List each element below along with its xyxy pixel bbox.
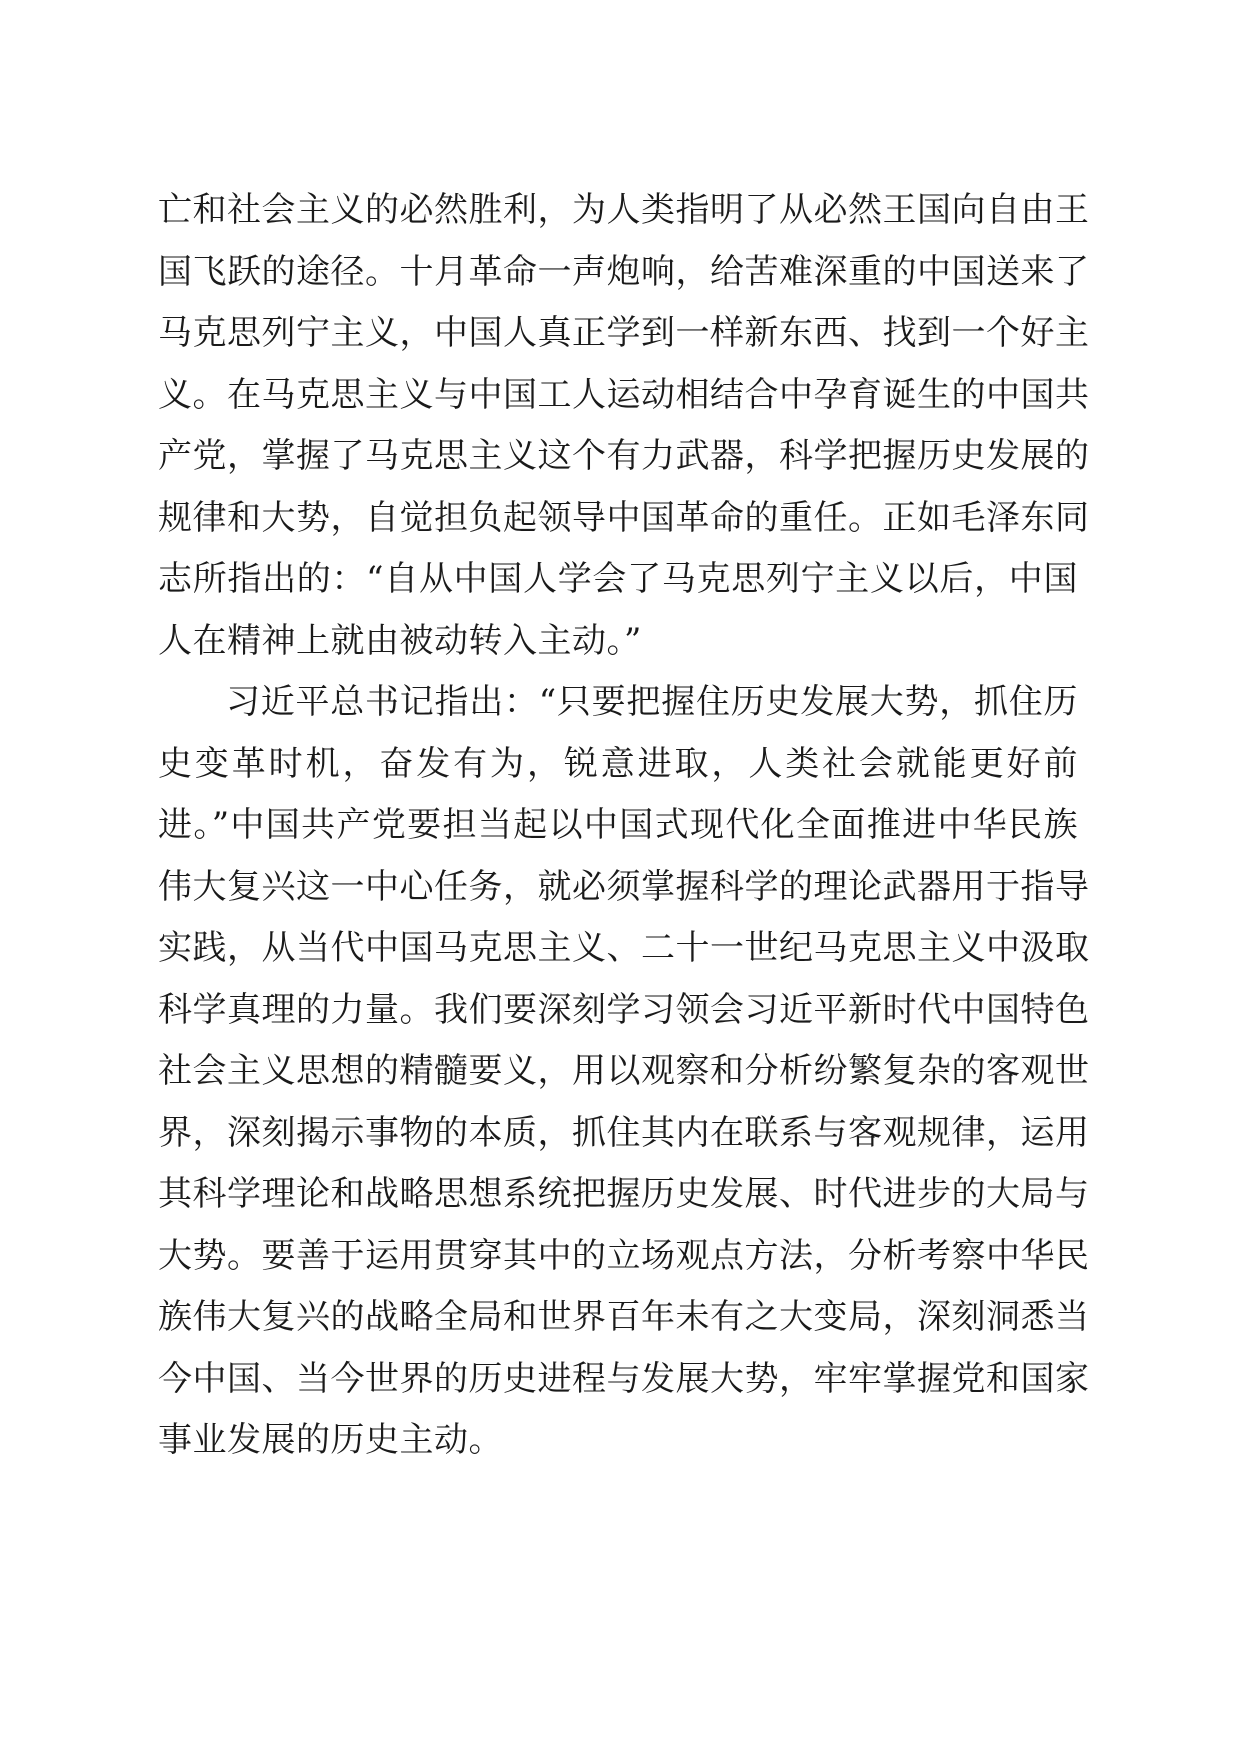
text-line: 规律和大势，自觉担负起领导中国革命的重任。正如毛泽东同: [158, 497, 1090, 538]
body-text: [158, 180, 1090, 1472]
text-line: 其科学理论和战略思想系统把握历史发展、时代进步的大局与: [158, 1174, 1090, 1214]
text-line: 实践，从当代中国马克思主义、二十一世纪马克思主义中汲取: [158, 928, 1090, 968]
text-line: 科学真理的力量。我们要深刻学习领会习近平新时代中国特色: [158, 989, 1090, 1030]
paragraph-1: [158, 180, 1090, 672]
text-line: 史变革时机，奋发有为，锐意进取，人类社会就能更好前: [158, 743, 1078, 784]
text-line: 今中国、当今世界的历史进程与发展大势，牢牢掌握党和国家: [158, 1358, 1090, 1399]
text-line: 习近平总书记指出：“只要把握住历史发展大势，抓住历: [226, 682, 1078, 722]
text-line: 大势。要善于运用贯穿其中的立场观点方法，分析考察中华民: [158, 1235, 1090, 1276]
text-line: 事业发展的历史主动。: [158, 1420, 503, 1460]
text-line: 国飞跃的途径。十月革命一声炮响，给苦难深重的中国送来了: [158, 251, 1090, 292]
text-line: 进。”中国共产党要担当起以中国式现代化全面推进中华民族: [158, 805, 1078, 845]
text-line: 亡和社会主义的必然胜利，为人类指明了从必然王国向自由王: [158, 190, 1090, 230]
text-line: 马克思列宁主义，中国人真正学到一样新东西、找到一个好主: [158, 313, 1090, 353]
text-line: 义。在马克思主义与中国工人运动相结合中孕育诞生的中国共: [158, 374, 1090, 415]
text-line: 伟大复兴这一中心任务，就必须掌握科学的理论武器用于指导: [158, 866, 1090, 907]
text-line: 志所指出的：“自从中国人学会了马克思列宁主义以后，中国: [158, 559, 1078, 599]
text-line: 社会主义思想的精髓要义，用以观察和分析纷繁复杂的客观世: [158, 1051, 1090, 1091]
text-line: 族伟大复兴的战略全局和世界百年未有之大变局，深刻洞悉当: [158, 1297, 1090, 1337]
text-line: 界，深刻揭示事物的本质，抓住其内在联系与客观规律，运用: [158, 1112, 1090, 1153]
text-line: 人在精神上就由被动转入主动。”: [158, 620, 642, 661]
paragraph-2: [158, 672, 1090, 1472]
text-line: 产党，掌握了马克思主义这个有力武器，科学把握历史发展的: [158, 436, 1090, 476]
